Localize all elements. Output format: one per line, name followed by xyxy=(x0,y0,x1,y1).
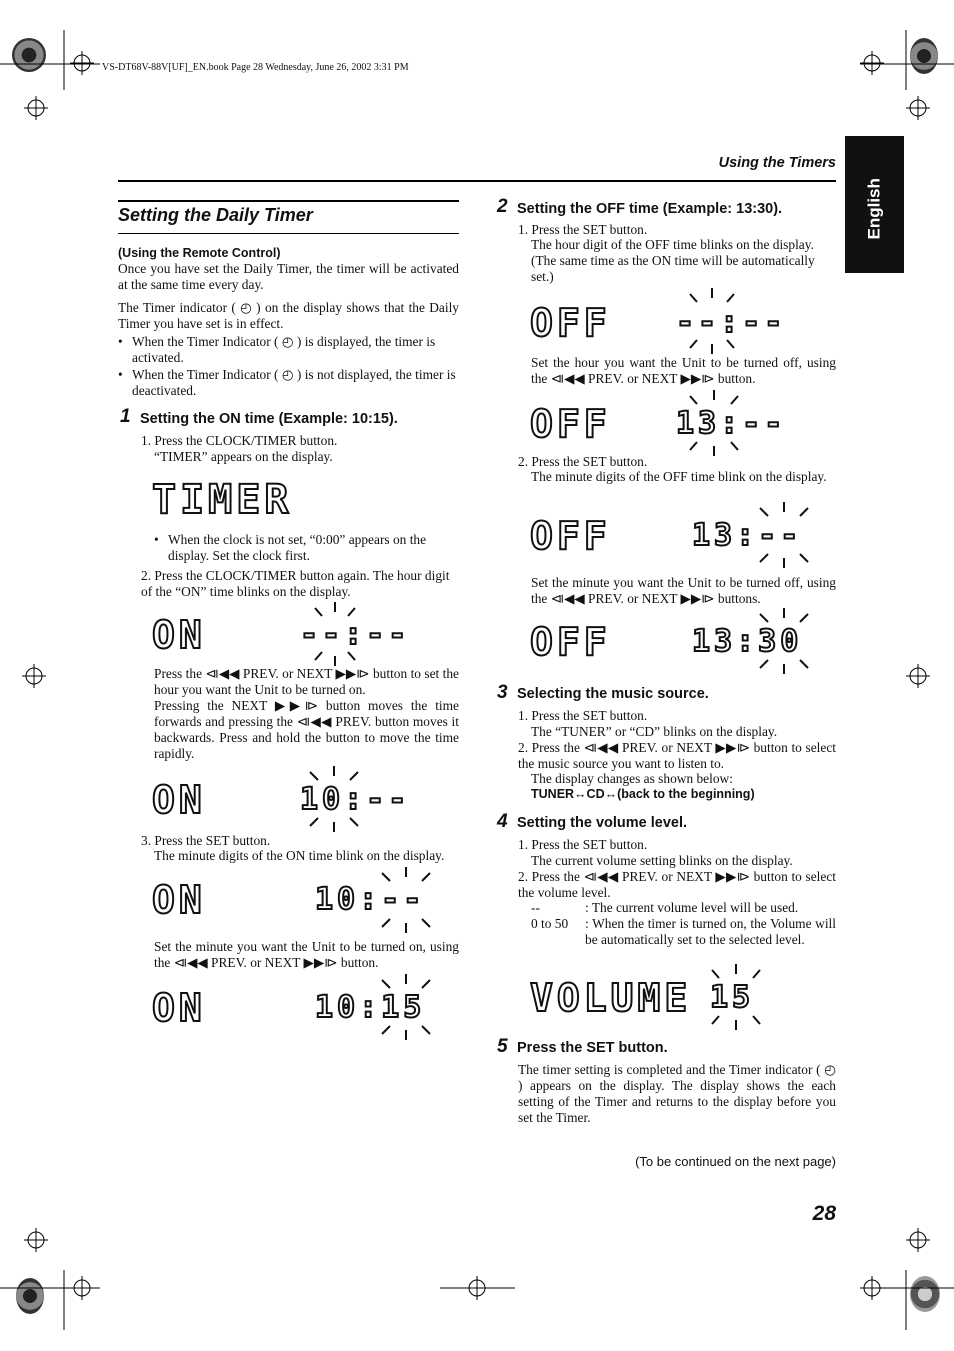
remote-control-subhead: (Using the Remote Control) xyxy=(118,246,281,260)
lcd-on-label: ON xyxy=(152,778,206,822)
bullet-item: • When the Timer Indicator ( ◴ ) is displayed, the timer is activated. xyxy=(118,334,459,366)
step-2-title: Setting the OFF time (Example: 13:30). xyxy=(517,201,783,217)
lcd-off-label: OFF xyxy=(530,514,611,558)
step-1-note: • When the clock is not set, “0:00” appears on the display. Set the clock first. xyxy=(154,532,454,564)
print-header: VS-DT68V-88V[UF]_EN.book Page 28 Wednesday, June 26, 2002 3:31 PM xyxy=(102,62,409,73)
step-1-substep-3: 3. Press the SET button. xyxy=(141,833,271,848)
source-cycle: TUNER↔CD↔(back to the beginning) xyxy=(531,787,755,801)
lcd-off-time: 13:30 xyxy=(692,624,803,659)
bullet-text: When the Timer Indicator ( ◴ ) is not displayed, the timer is deactivated. xyxy=(132,367,456,398)
blink-indicator xyxy=(298,764,378,836)
lcd-volume-value: 15 xyxy=(710,980,755,1015)
step-1-substep-2: 2. Press the CLOCK/TIMER button again. The hour digit of the “ON” time blinks on the display. xyxy=(141,568,450,599)
blink-indicator xyxy=(370,865,450,937)
blink-indicator xyxy=(300,600,380,670)
lcd-on-label: ON xyxy=(152,878,206,922)
step-2-instruction-1: Set the hour you want the Unit to be turned off, using the ⧏◀◀ PREV. or NEXT ▶▶⧐ button. xyxy=(531,355,836,386)
step-2-substep-2: 2. Press the SET button. xyxy=(518,454,648,469)
step-3-substep-1-detail: The “TUNER” or “CD” blinks on the display. xyxy=(531,724,778,739)
step-3-substep-2-detail: The display changes as shown below: xyxy=(531,771,733,786)
section-title: Setting the Daily Timer xyxy=(118,205,313,225)
step-2-substep-2-detail: The minute digits of the OFF time blink on the display. xyxy=(531,469,827,484)
lcd-timer: TIMER xyxy=(152,477,293,523)
intro-paragraph-1: Once you have set the Daily Timer, the timer will be activated at the same time every day. xyxy=(118,261,459,292)
intro-paragraph-2: The Timer indicator ( ◴ ) on the display shows that the Daily Timer you have set is in effect. xyxy=(118,300,459,331)
step-1-substep-1-detail: “TIMER” appears on the display. xyxy=(154,449,333,464)
step-1-substep-3-detail: The minute digits of the ON time blink on the display. xyxy=(154,848,445,863)
step-4-title: Setting the volume level. xyxy=(517,815,688,831)
lcd-off-time: 13:-- xyxy=(692,518,803,553)
lcd-off-time: 13:-- xyxy=(676,406,787,441)
blink-indicator xyxy=(698,962,778,1034)
running-head: Using the Timers xyxy=(718,155,836,171)
blink-indicator xyxy=(370,972,450,1044)
continued-note: (To be continued on the next page) xyxy=(635,1154,836,1169)
header-rule xyxy=(118,180,836,182)
volume-option-key: -- xyxy=(531,900,540,915)
language-tab-label: English xyxy=(864,178,884,240)
step-1-number: 1 xyxy=(120,406,131,427)
lcd-on-label: ON xyxy=(152,613,206,657)
step-3-substep-1: 1. Press the SET button. xyxy=(518,708,648,723)
step-4-substep-1: 1. Press the SET button. xyxy=(518,837,648,852)
lcd-on-time: 10:-- xyxy=(315,882,426,917)
lcd-on-time: 10:15 xyxy=(315,990,426,1025)
lcd-on-time: --:-- xyxy=(300,617,411,652)
step-1-instruction-1: Press the ⧏◀◀ PREV. or NEXT ▶▶⧐ button to set the hour you want the Unit to be turned on. xyxy=(154,666,459,697)
volume-option-desc: : The current volume level will be used. xyxy=(585,900,799,915)
blink-indicator xyxy=(748,500,828,572)
bullet-text: When the Timer Indicator ( ◴ ) is displayed, the timer is activated. xyxy=(132,334,436,365)
blink-indicator xyxy=(676,286,756,358)
note-text: When the clock is not set, “0:00” appears on the display. Set the clock first. xyxy=(168,532,427,563)
volume-option-desc: : When the timer is turned on, the Volume will be automatically set to the selected level. xyxy=(585,916,836,947)
step-4-number: 4 xyxy=(497,811,508,832)
step-2-instruction-2: Set the minute you want the Unit to be turned off, using the ⧏◀◀ PREV. or NEXT ▶▶⧐ buttons. xyxy=(531,575,836,606)
step-1-substep-1: 1. Press the CLOCK/TIMER button. xyxy=(141,433,338,448)
step-5-title: Press the SET button. xyxy=(517,1040,668,1056)
step-1-title: Setting the ON time (Example: 10:15). xyxy=(140,411,398,427)
step-5-number: 5 xyxy=(497,1036,508,1057)
lcd-off-label: OFF xyxy=(530,402,611,446)
step-4-substep-1-detail: The current volume setting blinks on the display. xyxy=(531,853,793,868)
lcd-off-label: OFF xyxy=(530,301,611,345)
step-3-substep-2: 2. Press the ⧏◀◀ PREV. or NEXT ▶▶⧐ button to select the music source you want to listen to. xyxy=(518,740,836,771)
blink-indicator xyxy=(748,606,828,678)
page-number: 28 xyxy=(812,1202,836,1225)
lcd-off-time: --:-- xyxy=(676,305,787,340)
lcd-on-label: ON xyxy=(152,986,206,1030)
volume-option-key: 0 to 50 xyxy=(531,916,569,931)
step-4-substep-2: 2. Press the ⧏◀◀ PREV. or NEXT ▶▶⧐ button to select the volume level. xyxy=(518,869,836,900)
step-2-substep-1-detail: The hour digit of the OFF time blinks on the display. (The same time as the ON time will be automatically set.) xyxy=(531,237,815,284)
blink-indicator xyxy=(676,388,756,460)
step-1-instruction-3: Set the minute you want the Unit to be turned on, using the ⧏◀◀ PREV. or NEXT ▶▶⧐ button. xyxy=(154,939,459,970)
step-2-substep-1: 1. Press the SET button. xyxy=(518,222,648,237)
lcd-on-time: 10:-- xyxy=(300,782,411,817)
bullet-item: • When the Timer Indicator ( ◴ ) is not displayed, the timer is deactivated. xyxy=(118,367,459,399)
step-3-title: Selecting the music source. xyxy=(517,686,709,702)
section-rule-top xyxy=(118,200,459,202)
step-2-number: 2 xyxy=(497,196,508,217)
step-1-instruction-2: Pressing the NEXT ▶▶⧐ button moves the time forwards and pressing the ⧏◀◀ PREV. button moves it backwards. Press and hold the button to move the time rapidly. xyxy=(154,698,459,761)
lcd-off-label: OFF xyxy=(530,620,611,664)
lcd-volume-label: VOLUME xyxy=(530,976,692,1020)
section-rule-bottom xyxy=(118,233,459,234)
step-5-text: The timer setting is completed and the Timer indicator ( ◴ ) appears on the display. The display shows the each setting of the Timer and returns to the display before you set the Timer. xyxy=(518,1062,836,1125)
step-3-number: 3 xyxy=(497,682,508,703)
